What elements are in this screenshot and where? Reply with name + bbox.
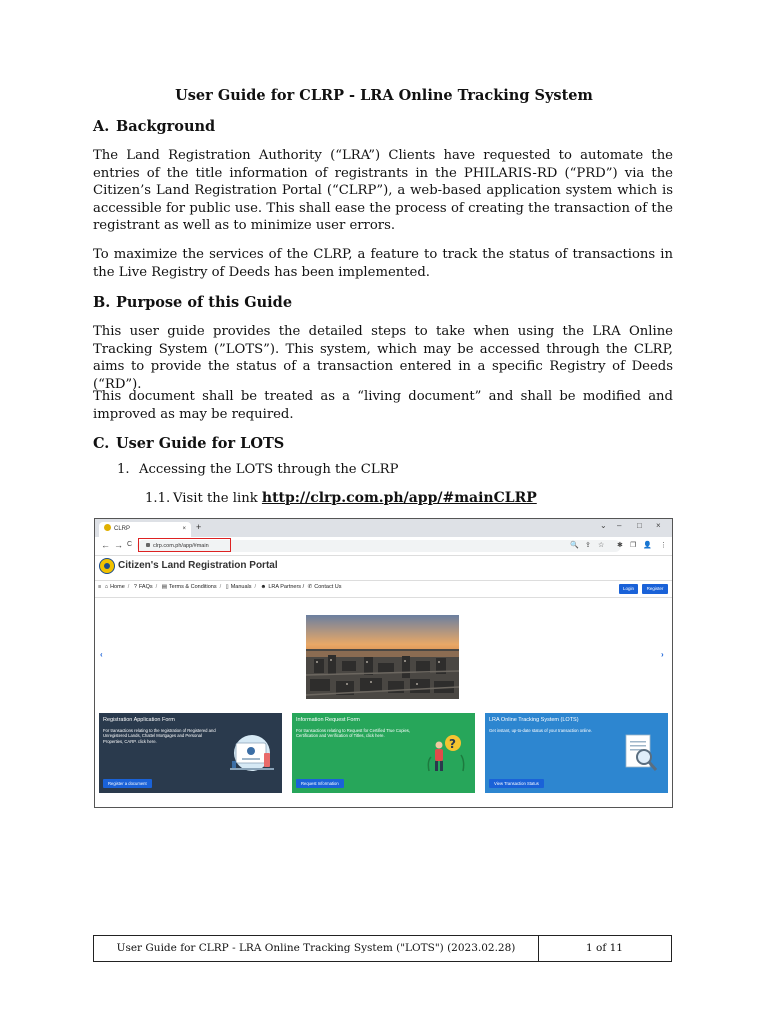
section-b-title: Purpose of this Guide bbox=[116, 294, 293, 311]
view-transaction-status-button[interactable]: View Transaction Status bbox=[489, 779, 544, 788]
browser-screenshot bbox=[94, 518, 673, 808]
carousel-next-icon[interactable]: › bbox=[661, 650, 664, 659]
purpose-paragraph-2: This document shall be treated as a “living document” and shall be modified and improved as may be required. bbox=[93, 389, 673, 422]
lra-logo-icon[interactable] bbox=[99, 558, 115, 574]
nav-separator: / bbox=[127, 584, 130, 590]
extensions-icon[interactable]: ✱ bbox=[617, 542, 623, 549]
phone-icon: ✆ bbox=[307, 584, 313, 590]
question-icon: ? bbox=[133, 584, 137, 590]
document-title: User Guide for CLRP - LRA Online Tracking System bbox=[175, 87, 593, 104]
tab-search-icon[interactable]: ⌄ bbox=[600, 521, 607, 530]
profile-icon[interactable]: 👤 bbox=[643, 542, 652, 549]
step-1-1-text: Visit the link bbox=[173, 491, 258, 506]
register-document-button[interactable]: Register a document bbox=[103, 779, 152, 788]
card-information-request bbox=[292, 713, 475, 793]
hero-city-image bbox=[306, 615, 459, 699]
browser-menu-icon[interactable]: ⋮ bbox=[660, 542, 667, 549]
document-search-illustration-icon bbox=[622, 733, 660, 775]
card-registration-text: For transactions relating to the registration of Registered and Unregistered Lands, Chattel Mortgages and Personal Properties, CARP. click here. bbox=[103, 728, 216, 744]
share-icon[interactable]: ⇪ bbox=[585, 542, 591, 549]
question-person-illustration-icon bbox=[423, 731, 471, 775]
hamburger-icon[interactable]: ≡ bbox=[98, 584, 102, 590]
nav-home[interactable]: Home bbox=[110, 584, 125, 590]
nav-terms[interactable]: Terms & Conditions bbox=[168, 584, 217, 590]
nav-manuals[interactable]: Manuals bbox=[230, 584, 252, 590]
side-panel-icon[interactable]: ❐ bbox=[630, 542, 637, 549]
zoom-icon[interactable]: 🔍 bbox=[570, 542, 579, 549]
tab-title: CLRP bbox=[114, 526, 131, 532]
nav-separator: / bbox=[254, 584, 257, 590]
nav-partners[interactable]: LRA Partners / bbox=[268, 584, 305, 590]
reload-icon[interactable]: C bbox=[127, 541, 133, 548]
step-1-1 bbox=[145, 490, 537, 506]
section-c-letter: C. bbox=[93, 435, 110, 452]
new-tab-icon[interactable]: + bbox=[196, 522, 202, 532]
section-a-letter: A. bbox=[93, 118, 110, 135]
carousel-prev-icon[interactable]: ‹ bbox=[100, 650, 103, 659]
clrp-link[interactable]: http://clrp.com.ph/app/#mainCLRP bbox=[261, 490, 537, 506]
section-b-letter: B. bbox=[93, 294, 111, 311]
step-1-text: Accessing the LOTS through the CLRP bbox=[139, 462, 399, 477]
online-registration-illustration-icon bbox=[226, 731, 278, 773]
home-icon: ⌂ bbox=[104, 584, 109, 590]
section-a-title: Background bbox=[116, 118, 216, 135]
site-header bbox=[95, 556, 672, 578]
section-a-heading bbox=[93, 118, 215, 135]
card-lots bbox=[485, 713, 668, 793]
users-icon: ☻ bbox=[260, 584, 267, 590]
maximize-icon[interactable]: □ bbox=[637, 521, 642, 530]
file-icon: ▯ bbox=[225, 584, 229, 590]
request-information-button[interactable]: Request Information bbox=[296, 779, 344, 788]
city-aerial-photo bbox=[306, 615, 459, 699]
step-1-1-number: 1.1. bbox=[145, 491, 171, 506]
login-button[interactable]: Login bbox=[619, 584, 638, 594]
nav-separator: / bbox=[155, 584, 158, 590]
card-registration-title: Registration Application Form bbox=[103, 717, 175, 723]
card-lots-title: LRA Online Tracking System (LOTS) bbox=[489, 717, 579, 723]
card-registration bbox=[99, 713, 282, 793]
background-paragraph-2: To maximize the services of the CLRP, a feature to track the status of transactions in the Live Registry of Deeds has been implemented. bbox=[93, 247, 673, 280]
bookmark-star-icon[interactable]: ☆ bbox=[598, 542, 605, 549]
browser-tab[interactable] bbox=[99, 522, 191, 537]
portal-name: Citizen's Land Registration Portal bbox=[118, 560, 278, 571]
footer-document-reference: User Guide for CLRP - LRA Online Tracking System ("LOTS") (2023.02.28) bbox=[94, 936, 539, 961]
page-footer bbox=[93, 935, 672, 962]
minimize-icon[interactable]: – bbox=[617, 521, 622, 530]
back-icon[interactable]: ← bbox=[101, 540, 110, 550]
card-information-text: For transactions relating to Request for Certified True Copies, Certification and Verification of Titles, click here. bbox=[296, 728, 411, 739]
url-highlight-box bbox=[138, 538, 231, 552]
svg-text:?: ? bbox=[449, 737, 456, 751]
section-b-heading bbox=[93, 294, 292, 311]
section-c-title: User Guide for LOTS bbox=[116, 435, 285, 452]
step-1 bbox=[117, 462, 398, 477]
nav-menu bbox=[98, 584, 343, 590]
browser-tab-bar bbox=[95, 519, 672, 537]
favicon-icon bbox=[104, 524, 111, 531]
section-c-heading bbox=[93, 435, 284, 452]
nav-separator: / bbox=[219, 584, 222, 590]
card-information-title: Information Request Form bbox=[296, 717, 360, 723]
step-1-number: 1. bbox=[117, 462, 130, 477]
document-icon: ▤ bbox=[161, 584, 167, 590]
forward-icon[interactable]: → bbox=[114, 540, 123, 550]
background-paragraph-1: The Land Registration Authority (“LRA”) Clients have requested to automate the entries of the title information of registrants in the PHILARIS-RD (“PRD”) via the Citizen’s Land Registration Portal (“CLRP”), a web-based application system which is accessible for public use. This shall ease the process of creating the transaction of the registrant as well as to minimize user errors. bbox=[93, 148, 673, 233]
nav-contact[interactable]: Contact Us bbox=[314, 584, 342, 590]
footer-page-number: 1 of 11 bbox=[586, 942, 623, 954]
site-navbar bbox=[95, 580, 672, 598]
card-lots-text: Get instant, up-to-date status of your transaction online. bbox=[489, 728, 593, 733]
window-close-icon[interactable]: × bbox=[656, 521, 661, 530]
address-url: clrp.com.ph/app/#main bbox=[153, 543, 209, 549]
purpose-paragraph-1: This user guide provides the detailed steps to take when using the LRA Online Tracking System (”LOTS”). This system, which may be accessed through the CLRP, aims to provide the status of a transaction entered in a specific Registry of Deeds (“RD”). bbox=[93, 324, 673, 392]
tab-close-icon[interactable]: × bbox=[182, 526, 186, 532]
nav-faqs[interactable]: FAQs bbox=[138, 584, 153, 590]
register-button[interactable]: Register bbox=[642, 584, 668, 594]
